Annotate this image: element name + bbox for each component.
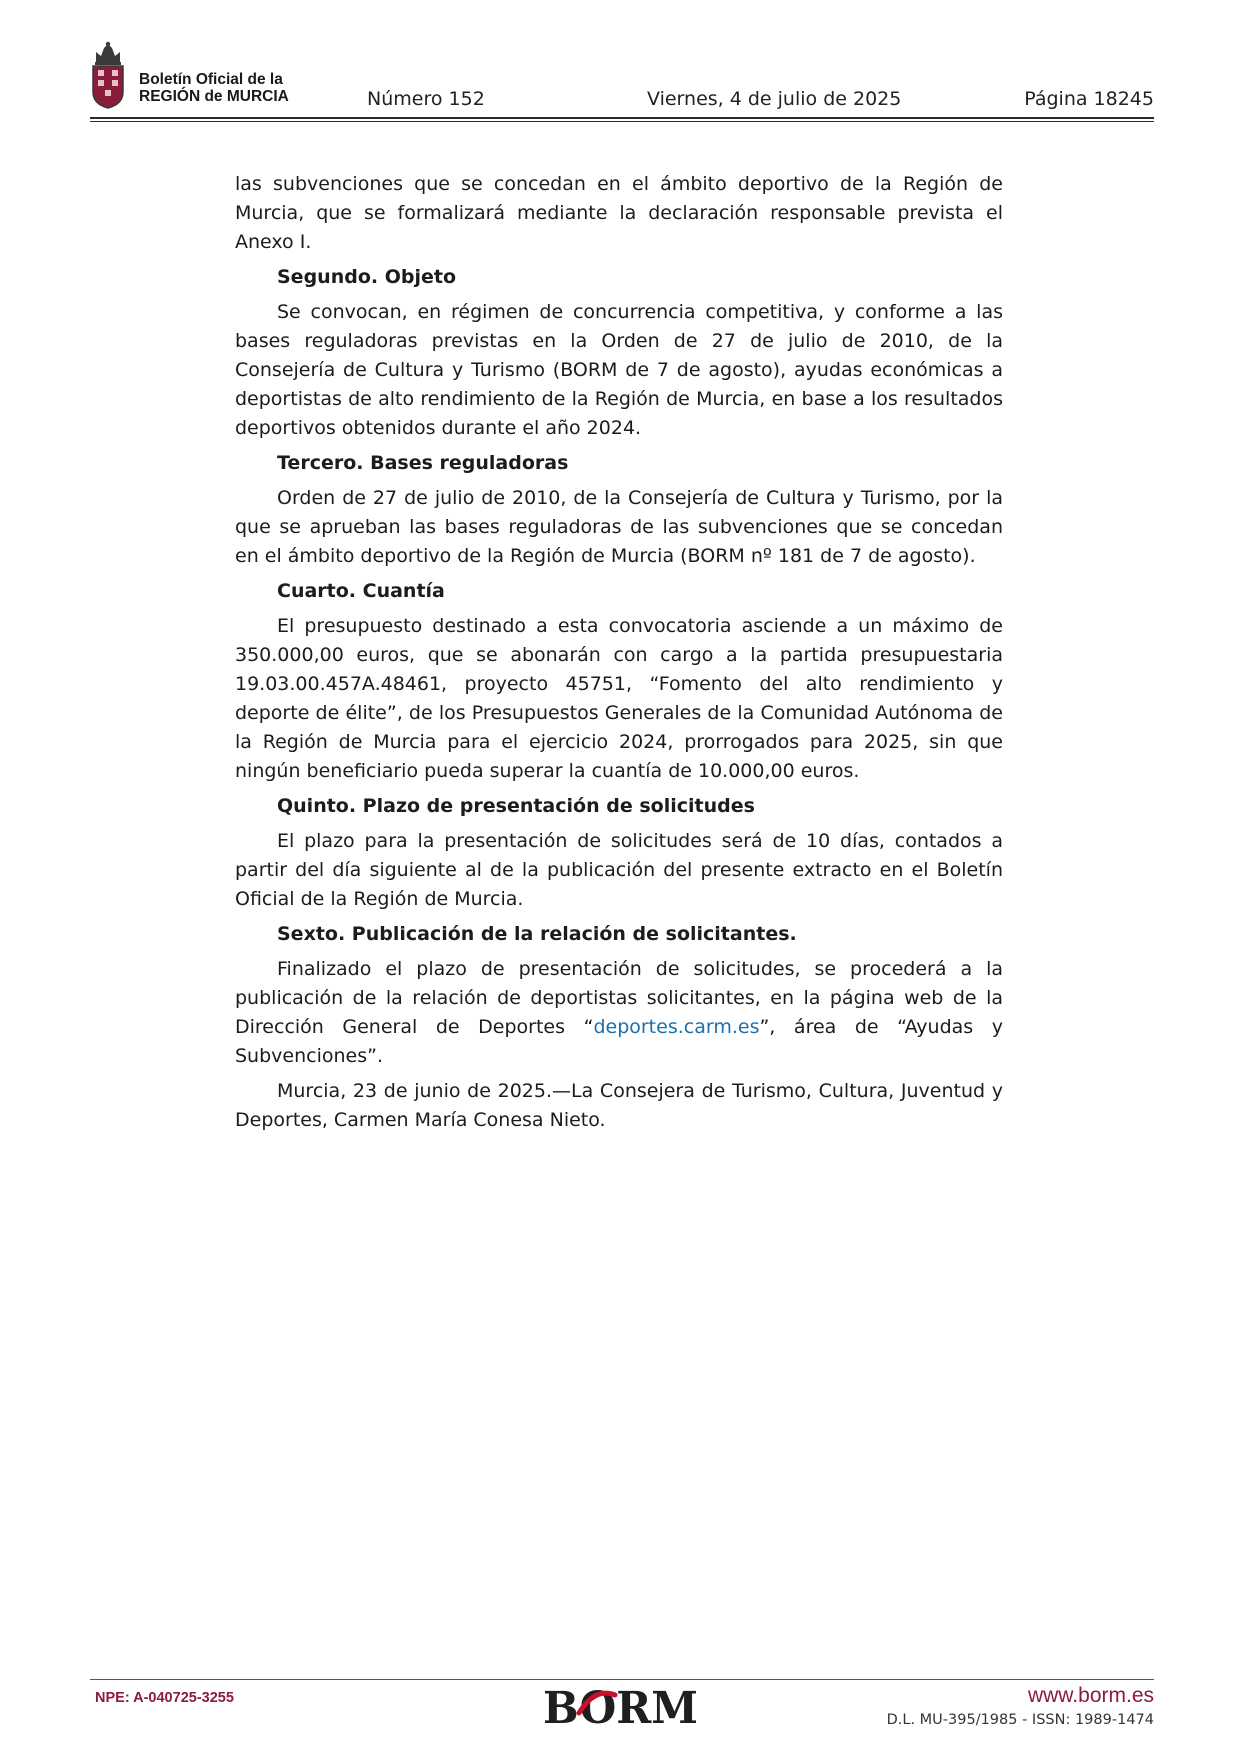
- paragraph-sexto-text-after: ”, área de “Ayudas y Subvenciones”.: [235, 1016, 1003, 1067]
- footer-rule: [90, 1679, 1154, 1680]
- paragraph-cuarto: El presupuesto destinado a esta convocatoria asciende a un máximo de 350.000,00 euros, que se abonarán con cargo a la partida presupuestaria 19.03.00.457A.48461, proyecto 45751, “Fomento del alto rendimiento y deporte de élite”, de los Presupuestos Generales de la Comunidad Autónoma de la Región de Murcia para el ejercicio 2024, prorrogados para 2025, sin que ningún beneficiario pueda superar la cuantía de 10.000,00 euros.: [235, 615, 1003, 782]
- svg-text:BORM: BORM: [543, 1683, 698, 1729]
- page-number: Página 18245: [1024, 88, 1154, 110]
- heading-quinto: Quinto. Plazo de presentación de solicitudes: [277, 795, 755, 817]
- document-body: [235, 170, 1003, 1141]
- paragraph-quinto: El plazo para la presentación de solicitudes será de 10 días, contados a partir del día siguiente al de la publicación del presente extracto en el Boletín Oficial de la Región de Murcia.: [235, 830, 1003, 910]
- signature-paragraph: Murcia, 23 de junio de 2025.—La Consejera de Turismo, Cultura, Juventud y Deportes, Carmen María Conesa Nieto.: [235, 1080, 1003, 1131]
- boletin-name-line1: Boletín Oficial de la: [139, 71, 283, 88]
- heading-segundo: Segundo. Objeto: [277, 266, 456, 288]
- heading-tercero: Tercero. Bases reguladoras: [277, 452, 569, 474]
- paragraph-segundo: Se convocan, en régimen de concurrencia competitiva, y conforme a las bases reguladoras previstas en la Orden de 27 de julio de 2010, de la Consejería de Cultura y Turismo (BORM de 7 de agosto), ayudas económicas a deportistas de alto rendimiento de la Región de Murcia, en base a los resultados deportivos obtenidos durante el año 2024.: [235, 301, 1003, 439]
- issue-number: Número 152: [367, 88, 485, 110]
- paragraph-tercero: Orden de 27 de julio de 2010, de la Consejería de Cultura y Turismo, por la que se aprueban las bases reguladoras de las subvenciones que se concedan en el ámbito deportivo de la Región de Murcia (BORM nº 181 de 7 de agosto).: [235, 487, 1003, 567]
- heading-cuarto: Cuarto. Cuantía: [277, 580, 445, 602]
- npe-code: NPE: A-040725-3255: [95, 1690, 234, 1706]
- boletin-name: [139, 71, 289, 105]
- boletin-name-line2: REGIÓN de MURCIA: [139, 88, 289, 105]
- borm-logo: [543, 1683, 698, 1729]
- region-crest-icon: [90, 40, 126, 110]
- header-rule-thick: [90, 117, 1154, 119]
- header-rule-thin: [90, 121, 1154, 122]
- page-header: [90, 40, 1154, 122]
- issue-date: Viernes, 4 de julio de 2025: [647, 88, 902, 110]
- website-link[interactable]: www.borm.es: [1027, 1684, 1154, 1707]
- heading-sexto: Sexto. Publicación de la relación de solicitantes.: [277, 923, 797, 945]
- paragraph-intro-continued: las subvenciones que se concedan en el ámbito deportivo de la Región de Murcia, que se formalizará mediante la declaración responsable prevista el Anexo I.: [235, 173, 1003, 253]
- legal-deposit: D.L. MU-395/1985 - ISSN: 1989-1474: [886, 1712, 1154, 1728]
- paragraph-sexto-text-before: Finalizado el plazo de presentación de solicitudes, se procederá a la publicación de la relación de deportistas solicitantes, en la página web de la Dirección General de Deportes “: [235, 958, 1003, 1038]
- paragraph-sexto: [235, 955, 1003, 1071]
- deportes-link[interactable]: deportes.carm.es: [593, 1016, 760, 1038]
